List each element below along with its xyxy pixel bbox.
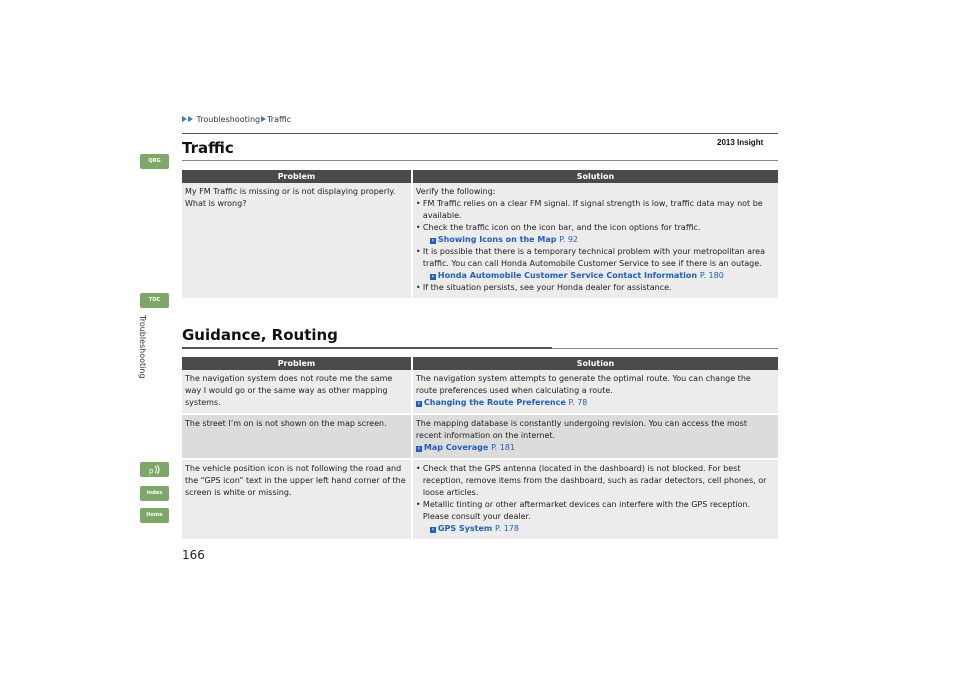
section-rule <box>552 348 778 349</box>
solution-list <box>416 463 774 535</box>
top-rule <box>182 133 778 134</box>
table-row <box>182 370 778 414</box>
solution-cell <box>412 370 778 414</box>
cross-reference-title: GPS System <box>437 524 493 533</box>
arrow-icon: › <box>431 237 435 244</box>
solution-list <box>416 198 774 294</box>
section-title-traffic: Traffic <box>182 139 234 157</box>
list-item-text: Check that the GPS antenna (located in the dashboard) is not blocked. For best reception, remove items from the dashboard, such as radar detectors, cell phones, or loose articles. <box>422 464 767 497</box>
list-item <box>416 222 774 246</box>
svg-text:p: p <box>149 467 154 475</box>
problem-cell: The street I’m on is not shown on the map screen. <box>182 414 412 459</box>
solution-text: The navigation system attempts to generate the optimal route. You can change the route preferences used when calculating a route. <box>415 374 751 395</box>
chapter-label: Troubleshooting <box>138 315 147 379</box>
list-item <box>416 282 774 294</box>
qrg-tab[interactable]: QRG <box>140 154 169 169</box>
cross-reference-title: Honda Automobile Customer Service Contact Information <box>437 271 698 280</box>
list-item <box>416 198 774 222</box>
book-title: 2013 Insight <box>717 138 764 147</box>
table-row <box>182 459 778 539</box>
cross-reference-link[interactable] <box>423 235 578 244</box>
solution-header: Solution <box>412 357 778 370</box>
solution-cell <box>412 414 778 459</box>
cross-reference-link[interactable] <box>423 524 519 533</box>
solution-cell <box>412 459 778 539</box>
page-reference: P. 78 <box>568 398 588 407</box>
section-title-guidance-routing: Guidance, Routing <box>182 326 338 344</box>
arrow-icon: › <box>417 445 421 452</box>
solution-intro: Verify the following: <box>415 187 496 196</box>
list-item <box>416 463 774 499</box>
cross-reference-link[interactable] <box>416 398 587 407</box>
page-reference: P. 178 <box>495 524 519 533</box>
page-reference: P. 181 <box>491 443 516 452</box>
section-rule <box>182 160 778 161</box>
list-item <box>416 499 774 535</box>
problem-cell: The vehicle position icon is not following the road and the “GPS icon” text in the upper left hand corner of the screen is white or missing. <box>182 459 412 539</box>
list-item-text: FM Traffic relies on a clear FM signal. If signal strength is low, traffic data may not be available. <box>422 199 763 220</box>
voice-icon <box>140 462 169 477</box>
solution-header: Solution <box>412 170 778 183</box>
list-item-text: If the situation persists, see your Honda dealer for assistance. <box>422 283 672 292</box>
problem-cell: My FM Traffic is missing or is not displaying properly. What is wrong? <box>182 183 412 298</box>
table-row <box>182 414 778 459</box>
arrow-icon: › <box>417 400 421 407</box>
solution-text: The mapping database is constantly undergoing revision. You can access the most recent information on the internet. <box>415 419 747 440</box>
breadcrumb-item[interactable]: Troubleshooting <box>196 115 261 124</box>
solution-cell <box>412 183 778 298</box>
section-rule <box>182 347 552 349</box>
page-reference: P. 180 <box>699 271 724 280</box>
table-row <box>182 183 778 298</box>
toc-tab[interactable]: TOC <box>140 293 169 308</box>
list-item <box>416 246 774 282</box>
cross-reference-title: Showing Icons on the Map <box>437 235 557 244</box>
cross-reference-link[interactable] <box>423 271 724 280</box>
breadcrumb-arrow-icon <box>188 116 193 122</box>
cross-reference-title: Changing the Route Preference <box>423 398 566 407</box>
breadcrumb <box>182 115 291 124</box>
traffic-table <box>182 170 778 298</box>
guidance-routing-table <box>182 357 778 539</box>
problem-cell: The navigation system does not route me the same way I would go or the same way as other mapping systems. <box>182 370 412 414</box>
arrow-icon: › <box>431 526 435 533</box>
arrow-icon: › <box>431 273 435 280</box>
breadcrumb-arrow-icon <box>261 116 266 122</box>
breadcrumb-item[interactable]: Traffic <box>267 115 292 124</box>
home-tab[interactable]: Home <box>140 508 169 523</box>
problem-header: Problem <box>182 357 412 370</box>
page-number: 166 <box>182 548 205 562</box>
list-item-text: Metallic tinting or other aftermarket devices can interfere with the GPS reception. Please consult your dealer. <box>422 500 751 521</box>
breadcrumb-arrow-icon <box>182 116 187 122</box>
cross-reference-title: Map Coverage <box>423 443 489 452</box>
problem-header: Problem <box>182 170 412 183</box>
voice-command-tab[interactable] <box>140 462 169 477</box>
index-tab[interactable]: Index <box>140 486 169 501</box>
list-item-text: It is possible that there is a temporary technical problem with your metropolitan area traffic. You can call Honda Automobile Customer Service to see if there is an outage. <box>422 247 765 268</box>
list-item-text: Check the traffic icon on the icon bar, and the icon options for traffic. <box>422 223 701 232</box>
page-reference: P. 92 <box>559 235 579 244</box>
cross-reference-link[interactable] <box>416 443 515 452</box>
